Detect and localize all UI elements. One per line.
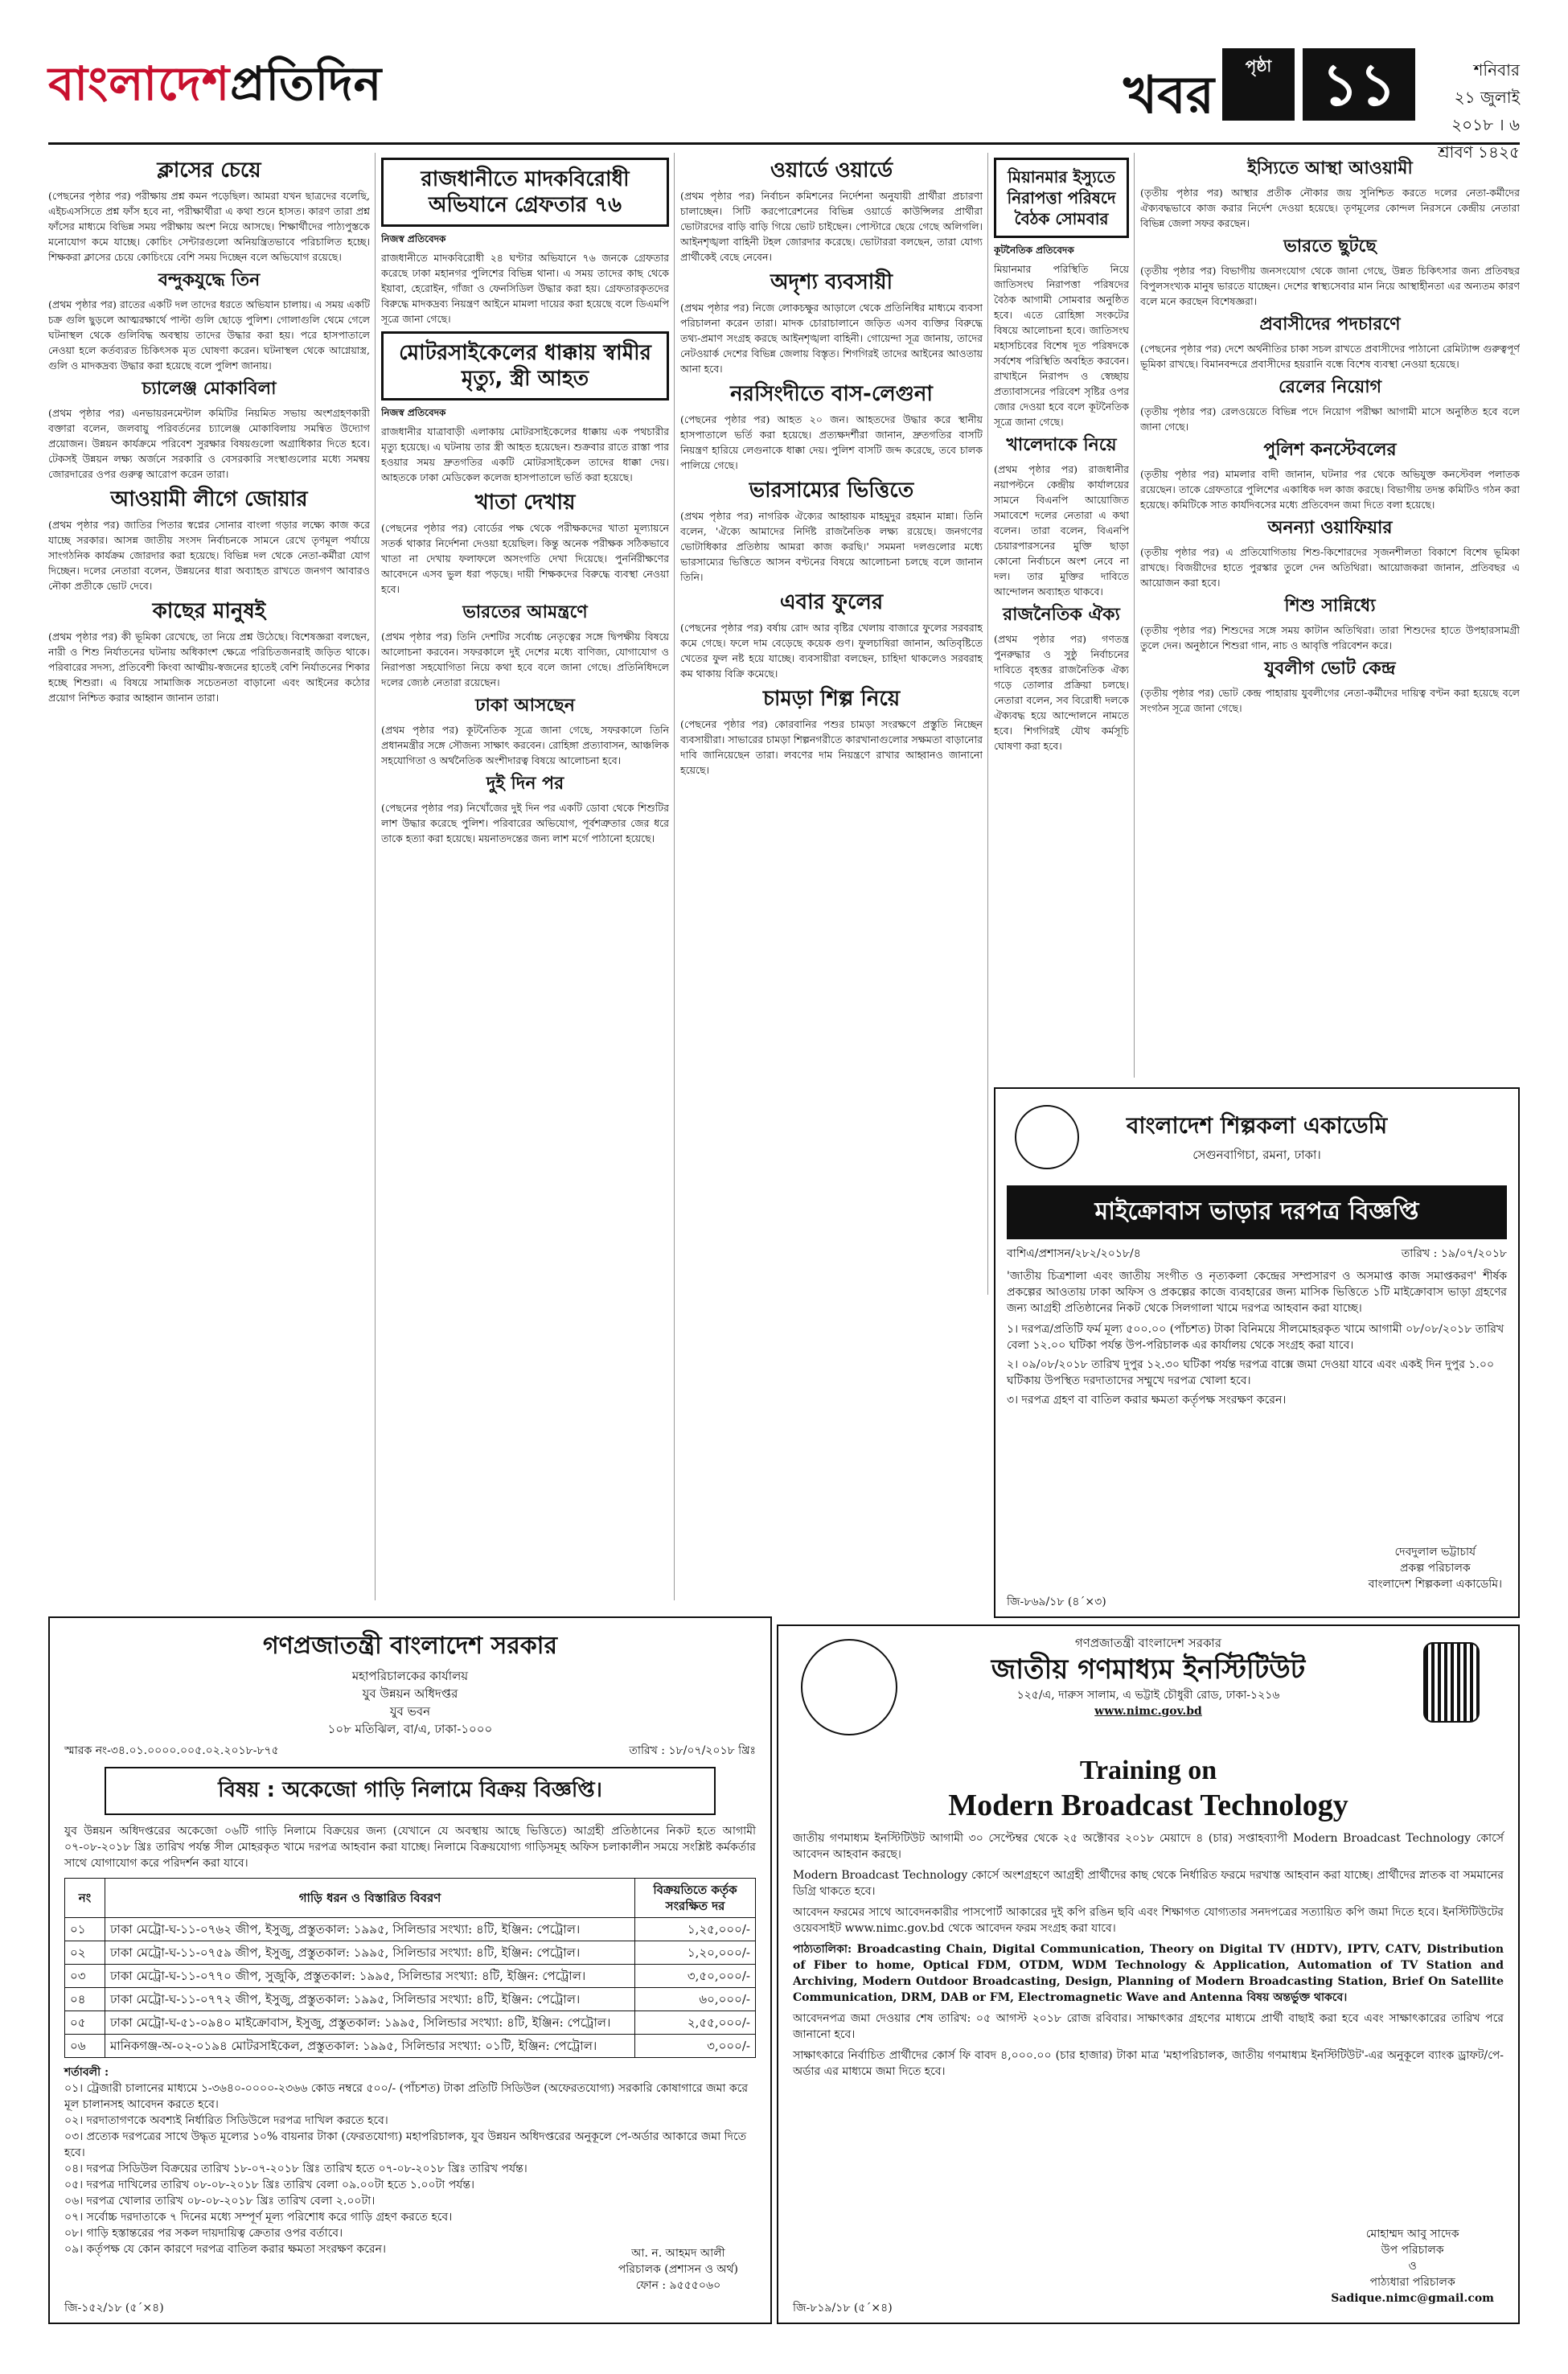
column-rule bbox=[987, 153, 988, 1295]
news-column-5 bbox=[1140, 153, 1520, 1078]
article-body: মিয়ানমার পরিস্থিতি নিয়ে জাতিসংঘ নিরাপত্তা পরিষদের বৈঠক আগামী সোমবার অনুষ্ঠিত হবে। এতে রোহিঙ্গা সংকটের বিষয়ে আলোচনা হবে। জাতিসংঘ মহাসচিবের বিশেষ দূত পরিষদকে সর্বশেষ পরিস্থিতি অবহিত করবেন। রাখাইনে নিরাপদ ও স্বেচ্ছায় প্রত্যাবাসনের পরিবেশ সৃষ্টির ওপর জোর দেওয়া হবে বলে কূটনৈতিক সূত্রে জানা গেছে। bbox=[994, 263, 1129, 428]
article-body: রাজধানীর যাত্রাবাড়ী এলাকায় মোটরসাইকেলের ধাক্কায় এক পথচারীর মৃত্যু হয়েছে। এ ঘটনায় তার স্ত্রী আহত হয়েছেন। শুক্রবার রাতে রাস্তা পার হওয়ার সময় দ্রুতগতির একটি মোটরসাইকেল তাদের ধাক্কা দেয়। আহতকে ঢাকা মেডিকেল কলেজ হাসপাতালে ভর্তি করা হয়েছে। bbox=[381, 425, 669, 483]
headline[interactable]: পুলিশ কনস্টেবলের bbox=[1263, 440, 1397, 460]
row-price: ৬০,০০০/- bbox=[635, 1988, 756, 2011]
condition-item: ০৯। কর্তৃপক্ষ যে কোন কারণে দরপত্র বাতিল করার ক্ষমতা সংরক্ষণ করেন। bbox=[64, 2243, 386, 2256]
ad-office: মহাপরিচালকের কার্যালয় bbox=[351, 1669, 469, 1683]
headline[interactable]: প্রবাসীদের পদচারণে bbox=[1259, 314, 1401, 335]
training-title-1: Training on bbox=[1079, 1756, 1217, 1785]
article-body: (তৃতীয় পৃষ্ঠার পর) রেলওয়েতে বিভিন্ন পদে নিয়োগ পরীক্ষা আগামী মাসে অনুষ্ঠিত হবে বলে জানা গেছে। bbox=[1140, 405, 1520, 433]
column-rule bbox=[1134, 153, 1135, 1078]
headline[interactable]: দুই দিন পর bbox=[486, 774, 564, 794]
ad-signature bbox=[1369, 1544, 1502, 1592]
article-body: (তৃতীয় পৃষ্ঠার পর) আস্থার প্রতীক নৌকার জয় সুনিশ্চিত করতে দলের নেতা-কর্মীদের ঐক্যবদ্ধভাবে কাজ করার নির্দেশ দেওয়া হয়েছে। তৃণমূলের কোন্দল নিরসনে কেন্দ্রীয় নেতারা বিভিন্ন জেলা সফর করছেন। bbox=[1140, 187, 1520, 229]
ad-address: ১০৮ মতিঝিল, বা/এ, ঢাকা-১০০০ bbox=[327, 1722, 493, 1736]
ad-paragraph: পাঠ্যতালিকা: Broadcasting Chain, Digital Communication, Theory on Digital TV (HDTV), IPTV, CATV, Distribution of Fiber to home, Optical FDM, OTDM, WDM Technology & Application, Automation of TV Station and Archiving, Modern Outdoor Broadcasting, Design, Planning of Modern Broadcasting Station, Brief On Satellite Communication, DRM, DAB or FM, Electromagnetic Wave and Antenna বিষয় অন্তর্ভুক্ত থাকবে। bbox=[793, 1943, 1504, 2004]
article-body: (তৃতীয় পৃষ্ঠার পর) শিশুদের সঙ্গে সময় কাটান অতিথিরা। তারা শিশুদের হাতে উপহারসামগ্রী তুলে দেন। অনুষ্ঠানে শিশুরা গান, নাচ ও আবৃত্তি পরিবেশন করে। bbox=[1140, 624, 1520, 651]
row-description: ঢাকা মেট্রো-ঘ-১১-০৭৭২ জীপ, ইসুজু, প্রস্তুতকাল: ১৯৯৫, সিলিন্ডার সংখ্যা: ৪টি, ইঞ্জিন: পেট্রোল। bbox=[105, 1988, 635, 2011]
ad-address: ১২৫/এ, দারুস সালাম, এ ভট্টাই চৌধুরী রোড, ঢাকা-১২১৬ bbox=[1016, 1689, 1280, 1702]
article-body: (প্রথম পৃষ্ঠার পর) জাতির পিতার স্বপ্নের সোনার বাংলা গড়ার লক্ষ্যে কাজ করে যাচ্ছে সরকার। আসন্ন জাতীয় সংসদ নির্বাচনকে সামনে রেখে তৃণমূল পর্যায়ে সাংগঠনিক কার্যক্রম জোরদার করা হয়েছে। বিভিন্ন দল থেকে নেতা-কর্মীরা যোগ দিচ্ছেন। দলের নেতারা বলেন, উন্নয়নের ধারা অব্যাহত রাখতে জনগণ আবারও নৌকা প্রতীকে ভোট দেবে। bbox=[48, 519, 370, 592]
ad-dept: যুব উন্নয়ন অধিদপ্তর bbox=[362, 1686, 458, 1701]
column-rule bbox=[674, 153, 675, 1600]
ad-signature bbox=[618, 2245, 738, 2294]
table-row bbox=[65, 2035, 756, 2058]
youth-auction-ad bbox=[48, 1616, 772, 2324]
headline[interactable]: রাজনৈতিক ঐক্য bbox=[1003, 605, 1120, 625]
ad-banner: মাইক্রোবাস ভাড়ার দরপত্র বিজ্ঞপ্তি bbox=[1007, 1185, 1507, 1239]
signatory-name: মোহাম্মদ আবু সাদেক bbox=[1365, 2228, 1459, 2241]
signatory-email[interactable]: Sadique.nimc@gmail.com bbox=[1331, 2292, 1494, 2305]
microphone-icon bbox=[1423, 1642, 1480, 1723]
article-body: (প্রথম পৃষ্ঠার পর) নির্বাচন কমিশনের নির্দেশনা অনুযায়ী প্রার্থীরা প্রচারণা চালাচ্ছেন। সিটি করপোরেশনের বিভিন্ন ওয়ার্ডে কাউন্সিলর প্রার্থীরা ভোটারদের বাড়ি বাড়ি গিয়ে ভোট চাইছেন। পোস্টারে ছেয়ে গেছে অলিগলি। আইনশৃঙ্খলা বাহিনী টহল জোরদার করেছে। ভোটাররা বলছেন, তারা যোগ্য প্রার্থীকেই বেছে নেবেন। bbox=[680, 190, 983, 263]
row-price: ১,২৫,০০০/- bbox=[635, 1918, 756, 1941]
ad-term: ১। দরপত্র/প্রতিটি ফর্ম মূল্য ৫০০.০০ (পাঁচশত) টাকা বিনিময়ে সীলমোহরকৃত খামে আগামী ০৮/০৮/২০১৮ তারিখ বেলা ১২.০০ ঘটিকা পর্যন্ত উপ-পরিচালক এর কার্যালয় থেকে সংগ্রহ করা যাবে। bbox=[1007, 1323, 1504, 1352]
boxed-headline[interactable]: মোটরসাইকেলের ধাক্কায় স্বামীর মৃত্যু, স্ত্রী আহত bbox=[381, 331, 669, 400]
row-number: ০১ bbox=[65, 1918, 105, 1941]
table-row bbox=[65, 1918, 756, 1941]
row-price: ৩,০০০/- bbox=[635, 2035, 756, 2058]
news-column-1 bbox=[48, 153, 370, 1600]
nimc-training-ad bbox=[777, 1624, 1520, 2324]
logo-part-a: বাংলাদেশ bbox=[48, 56, 231, 111]
memo-date: তারিখ : ১৯/০৭/২০১৮ bbox=[1401, 1247, 1507, 1260]
page-label: পৃষ্ঠা bbox=[1222, 48, 1295, 121]
govt-seal-icon bbox=[801, 1639, 897, 1735]
newspaper-logo[interactable] bbox=[48, 48, 382, 126]
academy-tender-ad bbox=[994, 1087, 1520, 1618]
boxed-headline[interactable]: মিয়ানমার ইস্যুতে নিরাপত্তা পরিষদে বৈঠক সোমবার bbox=[994, 158, 1129, 238]
headline[interactable]: ঢাকা আসছেন bbox=[475, 696, 575, 716]
headline[interactable]: চ্যালেঞ্জ মোকাবিলা bbox=[142, 379, 277, 399]
table-row bbox=[65, 1941, 756, 1965]
headline[interactable]: অনন্যা ওয়াফিয়ার bbox=[1267, 518, 1393, 538]
article-body: (পেছনের পৃষ্ঠার পর) পরীক্ষায় প্রশ্ন কমন পড়েছিল। আমরা যখন ছাত্রদের বলেছি, এইচএসসিতে প্রশ্ন ফাঁস হবে না, পরীক্ষার্থীরা এ কথা শুনে হাসত। কারণ তারা প্রশ্ন ফাঁসের মাধ্যমে বিভিন্ন সময় পরীক্ষায় অংশ নিয়ে আসছে। শিক্ষার্থীদের পাঠ্যপুস্তকে মনোযোগ কমে যাচ্ছে। কোচিং সেন্টারগুলো অনিয়ন্ত্রিতভাবে পরিচালিত হচ্ছে। শিক্ষকরা ক্লাসের চেয়ে কোচিংয়ে বেশি সময় দিচ্ছেন বলে অভিযোগ রয়েছে। bbox=[48, 190, 370, 263]
dateline bbox=[1419, 56, 1520, 166]
row-description: ঢাকা মেট্রো-ঘ-৫১-০৯৪০ মাইক্রোবাস, ইসুজু, প্রস্তুতকাল: ১৯৯৫, সিলিন্ডার সংখ্যা: ৪টি, ইঞ্জিন: পেট্রোল। bbox=[105, 2011, 635, 2035]
training-title-2: Modern Broadcast Technology bbox=[948, 1789, 1348, 1822]
table-row bbox=[65, 1988, 756, 2011]
ad-org-name: বাংলাদেশ শিল্পকলা একাডেমি bbox=[1126, 1112, 1388, 1139]
ad-ref: জি-৮৬৯/১৮ (৪´×৩) bbox=[1007, 1596, 1106, 1608]
headline[interactable]: চামড়া শিল্প নিয়ে bbox=[762, 687, 901, 711]
headline[interactable]: অদৃশ্য ব্যবসায়ী bbox=[770, 270, 893, 294]
ad-paragraph: সাক্ষাৎকারে নির্বাচিত প্রার্থীদের কোর্স ফি বাবদ ৪,০০০.০০ (চার হাজার) টাকা মাত্র 'মহাপরিচালক, জাতীয় গণমাধ্যম ইনস্টিটিউট'-এর অনুকূলে ব্যাংক ড্রাফট/পে-অর্ডার এর মাধ্যমে জমা দিতে হবে। bbox=[793, 2049, 1504, 2078]
article-body: (তৃতীয় পৃষ্ঠার পর) বিভাগীয় জনসংযোগ থেকে জানা গেছে, উন্নত চিকিৎসার জন্য প্রতিবছর বিপুলসংখ্যক মানুষ ভারতে যাচ্ছেন। দেশের স্বাস্থ্যসেবার মান নিয়ে আস্থাহীনতা এর অন্যতম কারণ বলে মনে করছেন বিশেষজ্ঞরা। bbox=[1140, 265, 1520, 307]
row-number: ০৫ bbox=[65, 2011, 105, 2035]
ad-term: ২। ০৯/০৮/২০১৮ তারিখ দুপুর ১২.৩০ ঘটিকা পর্যন্ত দরপত্র বাক্সে জমা দেওয়া যাবে এবং একই দিন দুপুর ১.০০ ঘটিকায় উপস্থিত দরদাতাদের সম্মুখে দরপত্র খোলা হবে। bbox=[1007, 1358, 1495, 1387]
row-description: ঢাকা মেট্রো-ঘ-১১-০৭৭০ জীপ, সুজুকি, প্রস্তুতকাল: ১৯৯৫, সিলিন্ডার সংখ্যা: ৪টি, ইঞ্জিন: পেট্রোল। bbox=[105, 1965, 635, 1988]
headline[interactable]: কাছের মানুষই bbox=[152, 599, 266, 623]
ad-institute-name: জাতীয় গণমাধ্যম ইনস্টিটিউট bbox=[991, 1653, 1306, 1686]
news-column-3 bbox=[680, 153, 983, 1600]
dateline-date: ২১ জুলাই ২০১৮ । ৬ শ্রাবণ ১৪২৫ bbox=[1438, 88, 1520, 162]
condition-item: ০২। দরদাতাগণকে অবশ্যই নির্ধারিত সিডিউলে দরপত্র দাখিল করতে হবে। bbox=[64, 2114, 388, 2127]
ad-memo-line bbox=[1007, 1246, 1507, 1262]
headline[interactable]: যুবলীগ ভোট কেন্দ্র bbox=[1264, 659, 1396, 679]
memo-date: তারিখ : ১৮/০৭/২০১৮ খ্রিঃ bbox=[629, 1744, 756, 1757]
headline[interactable]: ক্লাসের চেয়ে bbox=[157, 158, 261, 183]
section-title: খবর bbox=[1123, 66, 1214, 125]
row-number: ০২ bbox=[65, 1941, 105, 1965]
academy-emblem-icon bbox=[1015, 1105, 1079, 1169]
headline[interactable]: খাতা দেখায় bbox=[474, 491, 576, 515]
condition-item: ০৪। দরপত্র সিডিউল বিক্রয়ের তারিখ ১৮-০৭-২০১৮ খ্রিঃ তারিখ হতে ০৭-০৮-২০১৮ খ্রিঃ তারিখ পর্যন্ত। bbox=[64, 2162, 527, 2175]
row-number: ০৩ bbox=[65, 1965, 105, 1988]
table-header-row bbox=[65, 1879, 756, 1918]
dateline-day: শনিবার bbox=[1473, 60, 1520, 80]
col-header: গাড়ি ধরন ও বিস্তারিত বিবরণ bbox=[105, 1879, 635, 1918]
article-body: (প্রথম পৃষ্ঠার পর) রাতের একটি দল তাদের ধরতে অভিযান চালায়। এ সময় একটি চক্র গুলি ছুড়লে আত্মরক্ষার্থে পাল্টা গুলি ছোড়ে পুলিশ। গোলাগুলি থেমে গেলে ঘটনাস্থল থেকে গুলিবিদ্ধ অবস্থায় তাদের উদ্ধার করা হয়। পরে হাসপাতালে নেওয়া হলে কর্তব্যরত চিকিৎসক মৃত ঘোষণা করেন। ঘটনাস্থল থেকে আগ্নেয়াস্ত্র, গুলি ও মাদকদ্রব্য উদ্ধার করা হয়েছে বলে পুলিশ জানায়। bbox=[48, 298, 370, 372]
headline[interactable]: শিশু সান্নিধ্যে bbox=[1284, 596, 1376, 616]
article-body: রাজধানীতে মাদকবিরোধী ২৪ ঘণ্টার অভিযানে ৭৬ জনকে গ্রেফতার করেছে ঢাকা মহানগর পুলিশের বিভিন্ন থানা। এ সময় তাদের কাছ থেকে ইয়াবা, হেরোইন, গাঁজা ও ফেনসিডিল উদ্ধার করা হয়। গ্রেফতারকৃতদের বিরুদ্ধে মাদকদ্রব্য নিয়ন্ত্রণ আইনে মামলা দায়ের করা হয়েছে বলে ডিএমপি সূত্রে জানা গেছে। bbox=[381, 252, 669, 325]
headline[interactable]: ভারতের আমন্ত্রণে bbox=[462, 602, 588, 622]
signatory-title: প্রকল্প পরিচালক bbox=[1399, 1562, 1471, 1575]
headline[interactable]: আওয়ামী লীগে জোয়ার bbox=[110, 487, 308, 511]
ad-ref: জি-১৫২/১৮ (৫´×৪) bbox=[64, 2302, 164, 2314]
article-body: (প্রথম পৃষ্ঠার পর) রাজধানীর নয়াপল্টনে কেন্দ্রীয় কার্যালয়ের সামনে বিএনপি আয়োজিত সমাবেশে দলের নেতারা এ কথা বলেন। তারা বলেন, বিএনপি চেয়ারপারসনের মুক্তি ছাড়া কোনো নির্বাচনে অংশ নেবে না দল। তার মুক্তির দাবিতে আন্দোলন অব্যাহত থাকবে। bbox=[994, 463, 1129, 598]
condition-item: ০৮। গাড়ি হস্তান্তরের পর সকল দায়দায়িত্ব ক্রেতার ওপর বর্তাবে। bbox=[64, 2227, 343, 2240]
article-body: (তৃতীয় পৃষ্ঠার পর) এ প্রতিযোগিতায় শিশু-কিশোরদের সৃজনশীলতা বিকাশে বিশেষ ভূমিকা রাখছে। বিজয়ীদের হাতে পুরস্কার তুলে দেন অতিথিরা। আয়োজকরা জানান, প্রতিবছর এ আয়োজন করা হবে। bbox=[1140, 546, 1520, 589]
ad-paragraph: আবেদনপত্র জমা দেওয়ার শেষ তারিখ: ০৫ আগস্ট ২০১৮ রোজ রবিবার। সাক্ষাৎকার গ্রহণের মাধ্যমে প্রার্থী বাছাই করা হবে এবং সাক্ষাৎকারের তারিখ পরে জানানো হবে। bbox=[793, 2012, 1504, 2041]
row-price: ২,৫৫,০০০/- bbox=[635, 2011, 756, 2035]
row-number: ০৪ bbox=[65, 1988, 105, 2011]
signatory-and: ও bbox=[1408, 2260, 1417, 2273]
signatory-org: বাংলাদেশ শিল্পকলা একাডেমি। bbox=[1368, 1578, 1502, 1591]
ad-memo-line bbox=[64, 1743, 756, 1759]
ad-header bbox=[1007, 1097, 1507, 1185]
news-column-2 bbox=[381, 153, 669, 1600]
headline[interactable]: ভারসাম্যের ভিত্তিতে bbox=[749, 478, 914, 503]
headline[interactable]: খালেদাকে নিয়ে bbox=[1006, 435, 1117, 455]
ad-gov-title: গণপ্রজাতন্ত্রী বাংলাদেশ সরকার bbox=[1074, 1636, 1222, 1650]
page-number: ১১ bbox=[1303, 48, 1415, 121]
ad-gov-title: গণপ্রজাতন্ত্রী বাংলাদেশ সরকার bbox=[263, 1632, 557, 1660]
article-body: (প্রথম পৃষ্ঠার পর) কূটনৈতিক সূত্রে জানা গেছে, সফরকালে তিনি প্রধানমন্ত্রীর সঙ্গে সৌজন্য সাক্ষাৎ করবেন। রোহিঙ্গা প্রত্যাবাসন, আঞ্চলিক সহযোগিতা ও অর্থনৈতিক অংশীদারত্ব বিষয়ে আলোচনা হবে। bbox=[381, 724, 669, 766]
condition-item: ০৬। দরপত্র খোলার তারিখ ০৮-০৮-২০১৮ খ্রিঃ তারিখ বেলা ২.০০টা। bbox=[64, 2195, 376, 2208]
signatory-title-2: পাঠ্যধারা পরিচালক bbox=[1369, 2276, 1455, 2289]
article-body: (প্রথম পৃষ্ঠার পর) নাগরিক ঐক্যের আহ্বায়ক মাহমুদুর রহমান মান্না। তিনি বলেন, 'ঐক্যে আমাদের নির্দিষ্ট রাজনৈতিক লক্ষ্য রয়েছে। জনগণের ভোটাধিকার প্রতিষ্ঠায় আমরা কাজ করছি।' সমমনা দলগুলোর মধ্যে ভারসাম্যের ভিত্তিতে আসন বণ্টনের বিষয়ে আলোচনা চলছে বলে জানান তিনি। bbox=[680, 510, 983, 583]
signatory-title: পরিচালক (প্রশাসন ও অর্থ) bbox=[618, 2263, 738, 2276]
reporter-byline: নিজস্ব প্রতিবেদক bbox=[381, 233, 446, 244]
ad-intro: 'জাতীয় চিত্রশালা এবং জাতীয় সংগীত ও নৃত্যকলা কেন্দ্রের সম্প্রসারণ ও অসমাপ্ত কাজ সমাপ্তকরণ' শীর্ষক প্রকল্পের আওতায় ঢাকা অফিস ও প্রকল্পের কাজে ব্যবহারের জন্য মাসিক ভিত্তিতে ১টি মাইক্রোবাস ভাড়া গ্রহণের জন্য আগ্রহী প্রতিষ্ঠানের নিকট থেকে সিলগালা খামে দরপত্র আহবান করা যাচ্ছে। bbox=[1007, 1270, 1507, 1315]
boxed-headline[interactable]: রাজধানীতে মাদকবিরোধী অভিযানে গ্রেফতার ৭৬ bbox=[381, 158, 669, 227]
article-body: (পেছনের পৃষ্ঠার পর) দেশে অর্থনীতির চাকা সচল রাখতে প্রবাসীদের পাঠানো রেমিট্যান্স গুরুত্বপূর্ণ ভূমিকা রাখছে। বিমানবন্দরে প্রবাসীদের হয়রানি বন্ধে বিশেষ ব্যবস্থা নেওয়া হয়েছে। bbox=[1140, 343, 1520, 370]
conditions-list bbox=[64, 2080, 756, 2257]
reporter-byline: নিজস্ব প্রতিবেদক bbox=[381, 407, 446, 418]
article-body: (প্রথম পৃষ্ঠার পর) তিনি দেশটির সর্বোচ্চ নেতৃত্বের সঙ্গে দ্বিপক্ষীয় বিষয়ে আলোচনা করবেন। সফরকালে দুই দেশের মধ্যে বাণিজ্য, যোগাযোগ ও নিরাপত্তা সহযোগিতা নিয়ে কথা হবে বলে জানা গেছে। প্রতিনিধিদলে দলের জ্যেষ্ঠ নেতারা রয়েছেন। bbox=[381, 630, 669, 688]
article-body: (পেছনের পৃষ্ঠার পর) কোরবানির পশুর চামড়া সংরক্ষণে প্রস্তুতি নিচ্ছেন ব্যবসায়ীরা। সাভারের চামড়া শিল্পনগরীতে কারখানাগুলোর সক্ষমতা বাড়ানোর দাবি জানিয়েছেন তারা। লবণের দাম নিয়ন্ত্রণে রাখার আহ্বানও জানানো হয়েছে। bbox=[680, 718, 983, 776]
ad-signature bbox=[1331, 2226, 1494, 2306]
headline[interactable]: ওয়ার্ডে ওয়ার্ডে bbox=[770, 158, 893, 183]
article-body: (পেছনের পৃষ্ঠার পর) নিখোঁজের দুই দিন পর একটি ডোবা থেকে শিশুটির লাশ উদ্ধার করেছে পুলিশ। পরিবারের অভিযোগ, পূর্বশত্রুতার জের ধরে তাকে হত্যা করা হয়েছে। ময়নাতদন্তের জন্য লাশ মর্গে পাঠানো হয়েছে। bbox=[381, 802, 669, 844]
logo-part-b: প্রতিদিন bbox=[230, 56, 383, 111]
headline[interactable]: বন্দুকযুদ্ধে তিন bbox=[158, 270, 261, 290]
article-body: (প্রথম পৃষ্ঠার পর) এনভায়রনমেন্টাল কমিটির নিয়মিত সভায় অংশগ্রহণকারী বক্তারা বলেন, জলবায়ু পরিবর্তনের চ্যালেঞ্জ মোকাবিলায় সমন্বিত উদ্যোগ প্রয়োজন। উন্নয়ন কার্যক্রমে পরিবেশ সুরক্ষার বিষয়গুলো অগ্রাধিকার দিতে হবে। টেকসই উন্নয়ন লক্ষ্য অর্জনে সরকারি ও বেসরকারি সংস্থাগুলোর মধ্যে সমন্বয় জোরদারের ওপর গুরুত্ব আরোপ করেন তারা। bbox=[48, 407, 370, 480]
ad-ref: জি-৮১৯/১৮ (৫´×৪) bbox=[793, 2302, 893, 2314]
conditions-title: শর্তাবলী : bbox=[64, 2066, 109, 2079]
col-header: নং bbox=[65, 1879, 105, 1918]
headline[interactable]: রেলের নিয়োগ bbox=[1278, 377, 1382, 397]
signatory-title: উপ পরিচালক bbox=[1381, 2244, 1444, 2257]
news-column-4 bbox=[994, 153, 1129, 1078]
signatory-name: দেবদুলাল ভট্টাচার্য bbox=[1394, 1546, 1476, 1559]
ad-building: যুব ভবন bbox=[389, 1704, 431, 1719]
article-body: (তৃতীয় পৃষ্ঠার পর) ভোট কেন্দ্র পাহারায় যুবলীগের নেতা-কর্মীদের দায়িত্ব বণ্টন করা হয়েছে বলে সংগঠন সূত্রে জানা গেছে। bbox=[1140, 687, 1520, 714]
headline[interactable]: নরসিংদীতে বাস-লেগুনা bbox=[730, 382, 933, 406]
headline[interactable]: এবার ফুলের bbox=[779, 590, 884, 614]
ad-paragraph: Modern Broadcast Technology কোর্সে অংশগ্রহণে আগ্রহী প্রার্থীদের কাছ থেকে নির্ধারিত ফরমে দরখাস্ত আহবান করা যাচ্ছে। প্রার্থীদের স্নাতক বা সমমানের ডিগ্রি থাকতে হবে। bbox=[793, 1869, 1504, 1898]
table-row bbox=[65, 1965, 756, 1988]
ad-address: সেগুনবাগিচা, রমনা, ঢাকা। bbox=[1192, 1148, 1321, 1162]
row-description: ঢাকা মেট্রো-ঘ-১১-০৭৫৯ জীপ, ইসুজু, প্রস্তুতকাল: ১৯৯৫, সিলিন্ডার সংখ্যা: ৪টি, ইঞ্জিন: পেট্রোল। bbox=[105, 1941, 635, 1965]
article-body: (প্রথম পৃষ্ঠার পর) নিজে লোকচক্ষুর আড়ালে থেকে প্রতিনিধির মাধ্যমে ব্যবসা পরিচালনা করেন তারা। মাদক চোরাচালানে জড়িত এসব ব্যক্তির বিরুদ্ধে তথ্য-প্রমাণ সংগ্রহ করছে আইনশৃঙ্খলা বাহিনী। গোয়েন্দা সূত্র জানায়, তাদের নেটওয়ার্ক দেশের বিভিন্ন জেলায় বিস্তৃত। শিগগিরই তাদের আইনের আওতায় আনা হবে। bbox=[680, 302, 983, 375]
headline[interactable]: ইস্যিতে আস্থা আওয়ামী bbox=[1247, 158, 1413, 179]
article-body: (পেছনের পৃষ্ঠার পর) বর্ষায় রোদ আর বৃষ্টির খেলায় বাজারে ফুলের সরবরাহ কমে গেছে। ফলে দাম বেড়েছে কয়েক গুণ। ফুলচাষিরা জানান, অতিবৃষ্টিতে খেতের ফুল নষ্ট হয়ে যাচ্ছে। ব্যবসায়ীরা বলছেন, চাহিদা থাকলেও সরবরাহ কম থাকায় বিক্রি কমেছে। bbox=[680, 622, 983, 680]
condition-item: ০১। ট্রেজারী চালানের মাধ্যমে ১-৩৬৪০-০০০০-২৩৬৬ কোড নম্বরে ৫০০/- (পাঁচশত) টাকা প্রতিটি সিডিউল (অফেরতযোগ্য) সরকারি কোষাগারে জমা করে মূল চালানসহ আবেদন করতে হবে। bbox=[64, 2082, 749, 2111]
ad-intro: যুব উন্নয়ন অধিদপ্তরের অকেজো ০৬টি গাড়ি নিলামে বিক্রয়ের জন্য (যেখানে যে অবস্থায় আছে ভিত্তিতে) আগ্রহী প্রতিষ্ঠানের নিকট হতে আগামী ০৭-০৮-২০১৮ খ্রিঃ তারিখ পর্যন্ত সীল মোহরকৃত খামে দরপত্র আহবান করা যাচ্ছে। নিলামে বিক্রয়যোগ্য গাড়িসমূহ অফিস চলাকালীন সময়ে সংশ্লিষ্ট কর্মকর্তার সাথে যোগাযোগ করে পরিদর্শন করা যাবে। bbox=[64, 1825, 756, 1870]
article-body: (পেছনের পৃষ্ঠার পর) আহত ২০ জন। আহতদের উদ্ধার করে স্থানীয় হাসপাতালে ভর্তি করা হয়েছে। প্রত্যক্ষদর্শীরা জানান, দ্রুতগতির বাসটি নিয়ন্ত্রণ হারিয়ে লেগুনাকে ধাক্কা দেয়। পুলিশ বাসটি জব্দ করেছে, তবে চালক পালিয়ে গেছে। bbox=[680, 413, 983, 471]
signatory-name: আ. ন. আহমদ আলী bbox=[631, 2247, 725, 2260]
reporter-byline: কূটনৈতিক প্রতিবেদক bbox=[994, 244, 1074, 256]
vehicle-table bbox=[64, 1878, 756, 2058]
row-number: ০৬ bbox=[65, 2035, 105, 2058]
ad-subject: বিষয় : অকেজো গাড়ি নিলামে বিক্রয় বিজ্ঞপ্তি। bbox=[105, 1767, 716, 1815]
condition-item: ০৭। সর্বোচ্চ দরদাতাকে ৭ দিনের মধ্যে সম্পূর্ণ মূল্য পরিশোধ করে গাড়ি গ্রহণ করতে হবে। bbox=[64, 2211, 453, 2224]
article-body: (পেছনের পৃষ্ঠার পর) বোর্ডের পক্ষ থেকে পরীক্ষকদের খাতা মূল্যায়নে সতর্ক থাকার নির্দেশনা দেওয়া হয়েছিল। কিন্তু অনেক পরীক্ষক সঠিকভাবে খাতা না দেখায় ফলাফলে অসংগতি দেখা দিয়েছে। পুনর্নিরীক্ষণের আবেদনে এসব ভুল ধরা পড়ছে। দায়ী শিক্ষকদের বিরুদ্ধে ব্যবস্থা নেওয়া হবে। bbox=[381, 522, 669, 595]
row-description: মানিকগঞ্জ-অ-০২-০১৯৪ মোটরসাইকেল, প্রস্তুতকাল: ১৯৯৫, সিলিন্ডার সংখ্যা: ০১টি, ইঞ্জিন: পেট্রোল। bbox=[105, 2035, 635, 2058]
condition-item: ০৩। প্রত্যেক দরপত্রের সাথে উদ্ধৃত মূল্যের ১০% বায়নার টাকা (ফেরতযোগ্য) মহাপরিচালক, যুব উন্নয়ন অধিদপ্তরের অনুকূলে পে-অর্ডার আকারে জমা দিতে হবে। bbox=[64, 2130, 747, 2159]
ad-term: ৩। দরপত্র গ্রহণ বা বাতিল করার ক্ষমতা কর্তৃপক্ষ সংরক্ষণ করেন। bbox=[1007, 1394, 1287, 1407]
ad-header bbox=[793, 1634, 1504, 1755]
headline[interactable]: ভারতে ছুটছে bbox=[1283, 236, 1377, 257]
row-price: ৩,৫০,০০০/- bbox=[635, 1965, 756, 1988]
memo-number: বাশিএ/প্রশাসন/২৮২/২০১৮/৪ bbox=[1007, 1247, 1141, 1260]
article-body: (তৃতীয় পৃষ্ঠার পর) মামলার বাদী জানান, ঘটনার পর থেকে অভিযুক্ত কনস্টেবল পলাতক রয়েছেন। তাকে গ্রেফতারে পুলিশের একাধিক দল কাজ করছে। বিভাগীয় তদন্ত কমিটিও গঠন করা হয়েছে। কমিটিকে সাত কার্যদিবসের মধ্যে প্রতিবেদন জমা দিতে বলা হয়েছে। bbox=[1140, 468, 1520, 511]
signatory-phone: ফোন : ৯৫৫৫০৬০ bbox=[635, 2279, 721, 2292]
column-rule bbox=[375, 153, 376, 1600]
table-row bbox=[65, 2011, 756, 2035]
ad-paragraph: জাতীয় গণমাধ্যম ইনস্টিটিউট আগামী ৩০ সেপ্টেম্বর থেকে ২৫ অক্টোবর ২০১৮ মেয়াদে ৪ (চার) সপ্তাহব্যাপী Modern Broadcast Technology কোর্সে আবেদন আহবান করছে। bbox=[793, 1832, 1504, 1861]
col-header: বিক্রয়তিতে কর্তৃক সংরক্ষিত দর bbox=[635, 1879, 756, 1918]
ad-paragraph: আবেদন ফরমের সাথে আবেদনকারীর পাসপোর্ট আকারের দুই কপি রঙিন ছবি এবং শিক্ষাগত যোগ্যতার সনদপত্রের সত্যায়িত কপি জমা দিতে হবে। ইনস্টিটিউটের ওয়েবসাইট www.nimc.gov.bd থেকে আবেদন ফরম সংগ্রহ করা যাবে। bbox=[793, 1906, 1504, 1935]
ad-website-link[interactable]: www.nimc.gov.bd bbox=[1094, 1705, 1202, 1718]
article-body: (প্রথম পৃষ্ঠার পর) কী ভূমিকা রেখেছে, তা নিয়ে প্রশ্ন উঠেছে। বিশেষজ্ঞরা বলছেন, নারী ও শিশু নির্যাতনের ঘটনায় অধিকাংশ ক্ষেত্রে পরিচিতজনরাই জড়িত থাকে। পরিবারের সদস্য, প্রতিবেশী কিংবা আত্মীয়-স্বজনের হাতেই বেশি নির্যাতনের শিকার হচ্ছে শিশুরা। এ বিষয়ে সামাজিক সচেতনতা বাড়ানো এবং আইনের কঠোর প্রয়োগ নিশ্চিত করার আহ্বান জানান তারা। bbox=[48, 630, 370, 704]
masthead bbox=[48, 16, 1520, 162]
vehicle-table-body bbox=[65, 1918, 756, 2058]
condition-item: ০৫। দরপত্র দাখিলের তারিখ ০৮-০৮-২০১৮ খ্রিঃ তারিখ বেলা ০৯.০০টা হতে ১.০০টা পর্যন্ত। bbox=[64, 2179, 475, 2191]
row-description: ঢাকা মেট্রো-ঘ-১১-০৭৬২ জীপ, ইসুজু, প্রস্তুতকাল: ১৯৯৫, সিলিন্ডার সংখ্যা: ৪টি, ইঞ্জিন: পেট্রোল। bbox=[105, 1918, 635, 1941]
row-price: ১,২০,০০০/- bbox=[635, 1941, 756, 1965]
memo-number: স্মারক নং-৩৪.০১.০০০০.০০৫.০২.২০১৮-৮৭৫ bbox=[64, 1744, 279, 1757]
article-body: (প্রথম পৃষ্ঠার পর) গণতন্ত্র পুনরুদ্ধার ও সুষ্ঠু নির্বাচনের দাবিতে বৃহত্তর রাজনৈতিক ঐক্য গড়ে তোলার প্রক্রিয়া চলছে। নেতারা বলেন, সব বিরোধী দলকে ঐক্যবদ্ধ হয়ে আন্দোলনে নামতে হবে। শিগগিরই যৌথ কর্মসূচি ঘোষণা করা হবে। bbox=[994, 633, 1129, 752]
